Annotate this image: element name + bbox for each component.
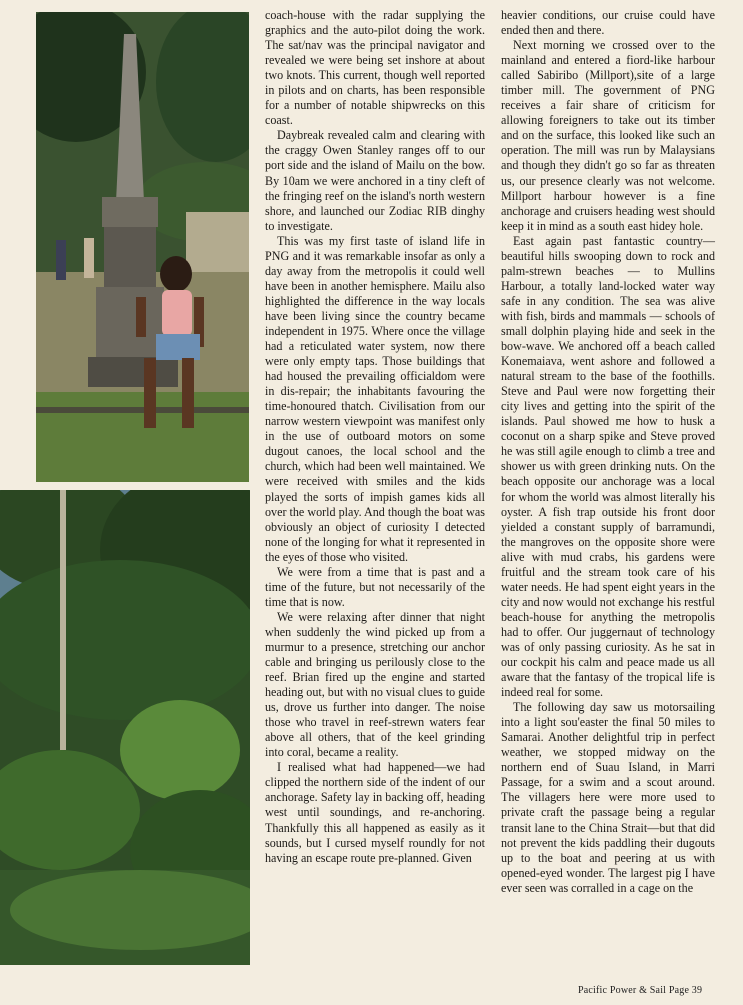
paragraph: coach-house with the radar supplying the graphics and the auto-pilot doing the work. The sat/nav was the principal navigator and revealed we were being set inshore at about two knots. This current, though well reported in pilots and on charts, has been responsible for a number of notable shipwrecks on this coast. — [265, 8, 485, 128]
paragraph: heavier conditions, our cruise could have ended then and there. — [501, 8, 715, 38]
paragraph: I realised what had happened—we had clipped the northern side of the indent of our anchorage. Safety lay in backing off, heading west until soundings, and re-anchoring. Thankfully this all happened as easily as it sounds, but I cursed myself roundly for not having an escape route pre-planned. Given — [265, 760, 485, 865]
paragraph: East again past fantastic country—beautiful hills swooping down to rock and palm-strewn beaches — to Mullins Harbour, a totally land-locked water way safe in any condition. The sea was alive with fish, birds and mammals — schools of small dolphin playing hide and seek in the bow-wave. We anchored off a beach called Konemaiava, went ashore and followed a natural stream to the base of the foothills. Steve and Paul were now forgetting their city lives and getting into the spirit of the islands. Paul showed me how to husk a coconut on a sharp spike and Steve proved he was still agile enough to climb a tree and shower us with green drinking nuts. On the beach opposite our anchorage was a local for whom the world was almost literally his oyster. A fish trap outside his front door yielded a constant supply of barramundi, the mangroves on the opposite shore were alive with mud crabs, his gardens were fruitful and the stream took care of his water needs. He had spent eight years in the city and now would not exchange his restful beach-house for anything the metropolis had to offer. Our juggernaut of technology was of only passing curiosity. As he sat in our cockpit his calm and peace made us all aware that the fantasy of the tropical life is indeed real for some. — [501, 233, 715, 700]
paragraph: Next morning we crossed over to the mainland and entered a fiord-like harbour called Sabiribo (Millport),site of a large timber mill. The government of PNG receives a fair share of criticism for allowing foreigners to take out its timber and on the surface, this looked like such an operation. The mill was run by Malaysians and though they didn't go so far as threaten us, our presence clearly was not welcome. Millport harbour however is a fine anchorage and cruisers heading west should keep it in mind as a south east hidey hole. — [501, 38, 715, 233]
article-column-right — [501, 8, 715, 896]
paragraph: We were from a time that is past and a time of the future, but not necessarily of the time that is now. — [265, 564, 485, 609]
paragraph: Daybreak revealed calm and clearing with the craggy Owen Stanley ranges off to our port side and the island of Mailu on the bow. By 10am we were anchored in a tiny cleft of the fringing reef on the island's north western shore, and launched our Zodiac RIB dinghy to investigate. — [265, 128, 485, 233]
photo-monument-man-image — [36, 12, 249, 482]
paragraph: This was my first taste of island life in PNG and it was remarkable insofar as only a day away from the metropolis it could well have been in another hemisphere. Mailu also highlighted the difference in the way locals have been living since the country became independent in 1975. Where once the village had a reticulated water system, now there were only empty taps. Those buildings that had housed the prevailing officialdom were in dis-repair; the inhabitants favouring the time-honoured thatch. Civilisation from our narrow western viewpoint was manifest only in the use of outboard motors on some dugout canoes, the local school and the church, which had been well maintained. We were received with smiles and the kids played the sorts of impish games kids all over the world play. And though the boat was obviously an object of curiosity I detected none of the longing for what it represented in the eyes of those who visited. — [265, 233, 485, 564]
photo-monument-man — [36, 12, 249, 482]
photo-tropical-foliage — [0, 490, 250, 965]
page-footer: Pacific Power & Sail Page 39 — [578, 985, 703, 996]
photo-tropical-foliage-image — [0, 490, 250, 965]
article-column-middle — [265, 8, 485, 866]
paragraph: The following day saw us motorsailing into a light sou'easter the final 50 miles to Samarai. Another delightful trip in perfect weather, we stopped midway on the northern end of Suau Island, in Marri Passage, for a swim and a scout around. The villagers here were more used to private craft the passage being a regular transit lane to the China Strait—but that did not prevent the kids paddling their dugouts up to the boat and peering at us with opened-eyed wonder. The largest pig I have ever seen was corralled in a cage on the — [501, 700, 715, 895]
paragraph: We were relaxing after dinner that night when suddenly the wind picked up from a murmur to a presence, stretching our anchor cable and bringing us perilously close to the reef. Brian fired up the engine and started heading out, but with no visual clues to guide us, drove us further into danger. The noise those who travel in reef-strewn waters fear above all others, that of the keel grinding into coral, became a reality. — [265, 609, 486, 760]
